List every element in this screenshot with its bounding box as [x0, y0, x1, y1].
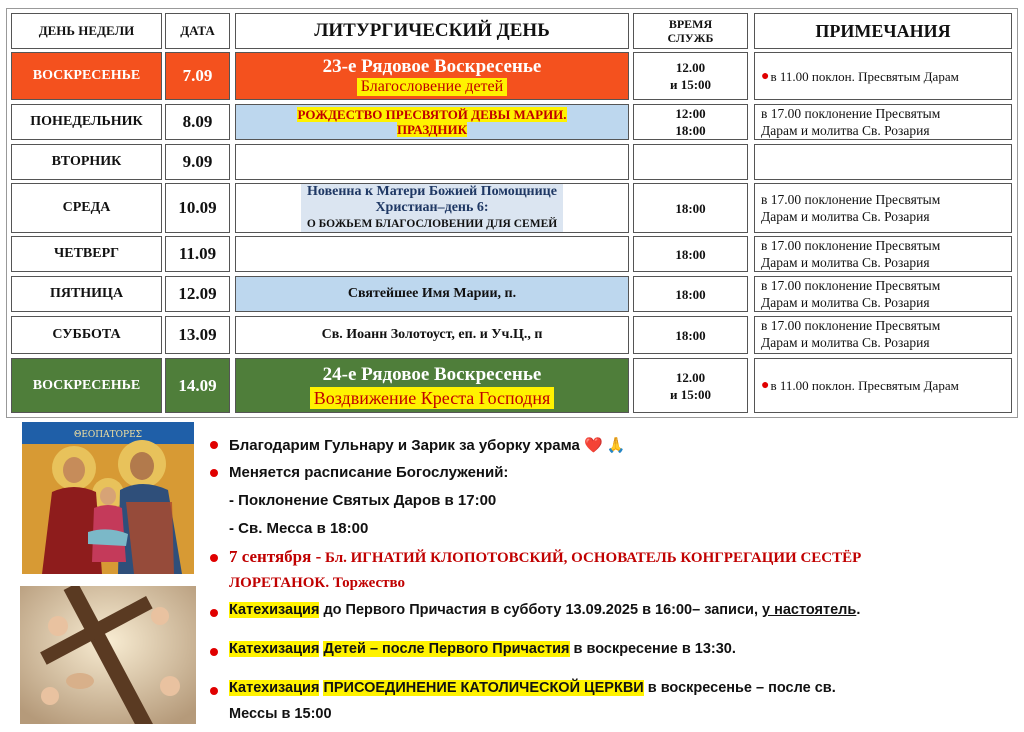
bullet-icon	[210, 609, 218, 617]
announcement-catechesis-3: Катехизация ПРИСОЕДИНЕНИЕ КАТОЛИЧЕСКОЙ ЦЕРКВИ в воскресенье – после св.	[229, 680, 836, 696]
bullet-icon: ●	[761, 68, 770, 84]
row-note: в 17.00 поклонение Пресвятым Дарам и молитва Св. Розария	[754, 236, 1012, 272]
header-liturgical-day: ЛИТУРГИЧЕСКИЙ ДЕНЬ	[235, 13, 629, 49]
row-date: 10.09	[165, 183, 230, 233]
row-liturgical: Св. Иоанн Золотоуст, еп. и Уч.Ц., п	[235, 316, 629, 354]
row-date: 7.09	[165, 52, 230, 100]
row-time: 12:00 18:00	[633, 104, 748, 140]
row-time: 18:00	[633, 183, 748, 233]
row-day: ВТОРНИК	[11, 144, 162, 180]
bullet-icon	[210, 648, 218, 656]
row-liturgical: Новенна к Матери Божией Помощнице Христиан–день 6: О БОЖЬЕМ БЛАГОСЛОВЕНИИ ДЛЯ СЕМЕЙ	[235, 183, 629, 233]
row-time	[633, 144, 748, 180]
announcement-catechesis-2: Катехизация Детей – после Первого Причастия в воскресение в 13:30.	[229, 641, 736, 657]
row-day: СРЕДА	[11, 183, 162, 233]
heart-pray-emoji-icon: ❤️ 🙏	[584, 437, 626, 454]
announcement-thanks: Благодарим Гульнару и Зарик за уборку храма ❤️ 🙏	[229, 437, 626, 454]
row-date: 12.09	[165, 276, 230, 312]
row-time: 12.00 и 15:00	[633, 358, 748, 413]
announcement-feast: 7 сентября - Бл. ИГНАТИЙ КЛОПОТОВСКИЙ, ОСНОВАТЕЛЬ КОНГРЕГАЦИИ СЕСТЁР	[229, 547, 862, 566]
row-liturgical	[235, 144, 629, 180]
row-time: 18:00	[633, 236, 748, 272]
row-liturgical: 24-е Рядовое Воскресенье Воздвижение Креста Господня	[235, 358, 629, 413]
bullet-icon	[210, 554, 218, 562]
row-note: ● в 11.00 поклон. Пресвятым Дарам	[754, 52, 1012, 100]
row-day: ПОНЕДЕЛЬНИК	[11, 104, 162, 140]
row-date: 13.09	[165, 316, 230, 354]
svg-text:ΘΕΟΠΑΤΟΡΕΣ: ΘΕΟΠΑΤΟΡΕΣ	[73, 430, 143, 440]
row-liturgical: 23-е Рядовое Воскресенье Благословение детей	[235, 52, 629, 100]
announcement-schedule-mass: - Св. Месса в 18:00	[229, 520, 369, 537]
row-liturgical	[235, 236, 629, 272]
announcement-feast-line2: ЛОРЕТАНОК. Торжество	[229, 575, 406, 591]
bullet-icon	[210, 441, 218, 449]
bullet-icon: ●	[761, 378, 770, 393]
row-time: 18:00	[633, 316, 748, 354]
row-note: в 17.00 поклонение Пресвятым Дарам и молитва Св. Розария	[754, 276, 1012, 312]
row-note	[754, 144, 1012, 180]
announcement-catechesis-3-line2: Мессы в 15:00	[229, 706, 332, 722]
contact-link[interactable]: у настоятель	[762, 602, 857, 618]
row-day: ВОСКРЕСЕНЬЕ	[11, 358, 162, 413]
exaltation-cross-image	[20, 586, 196, 724]
row-date: 8.09	[165, 104, 230, 140]
announcement-schedule-adoration: - Поклонение Святых Даров в 17:00	[229, 492, 497, 509]
row-time: 18:00	[633, 276, 748, 312]
row-liturgical: Святейшее Имя Марии, п.	[235, 276, 629, 312]
row-liturgical: РОЖДЕСТВО ПРЕСВЯТОЙ ДЕВЫ МАРИИ. ПРАЗДНИК	[235, 104, 629, 140]
header-time: ВРЕМЯ СЛУЖБ	[633, 13, 748, 49]
header-date: ДАТА	[165, 13, 230, 49]
row-note: ● в 11.00 поклон. Пресвятым Дарам	[754, 358, 1012, 413]
holy-family-icon	[22, 422, 194, 574]
header-day: ДЕНЬ НЕДЕЛИ	[11, 13, 162, 49]
row-date: 14.09	[165, 358, 230, 413]
row-date: 9.09	[165, 144, 230, 180]
row-note: в 17.00 поклонение Пресвятым Дарам и молитва Св. Розария	[754, 183, 1012, 233]
row-day: СУББОТА	[11, 316, 162, 354]
row-day: ЧЕТВЕРГ	[11, 236, 162, 272]
bullet-icon	[210, 687, 218, 695]
row-day: ПЯТНИЦА	[11, 276, 162, 312]
schedule-table	[6, 8, 1018, 418]
header-notes: ПРИМЕЧАНИЯ	[754, 13, 1012, 49]
cross-painting-icon	[20, 586, 196, 724]
row-note: в 17.00 поклонение Пресвятым Дарам и молитва Св. Розария	[754, 316, 1012, 354]
announcement-schedule: Меняется расписание Богослужений:	[229, 464, 509, 481]
row-note: в 17.00 поклонение Пресвятым Дарам и молитва Св. Розария	[754, 104, 1012, 140]
row-day: ВОСКРЕСЕНЬЕ	[11, 52, 162, 100]
bullet-icon	[210, 469, 218, 477]
announcement-catechesis-1: Катехизация до Первого Причастия в субботу 13.09.2025 в 16:00– записи, у настоятель.	[229, 602, 861, 618]
row-date: 11.09	[165, 236, 230, 272]
holy-family-icon-image	[22, 422, 194, 574]
row-time: 12.00 и 15:00	[633, 52, 748, 100]
